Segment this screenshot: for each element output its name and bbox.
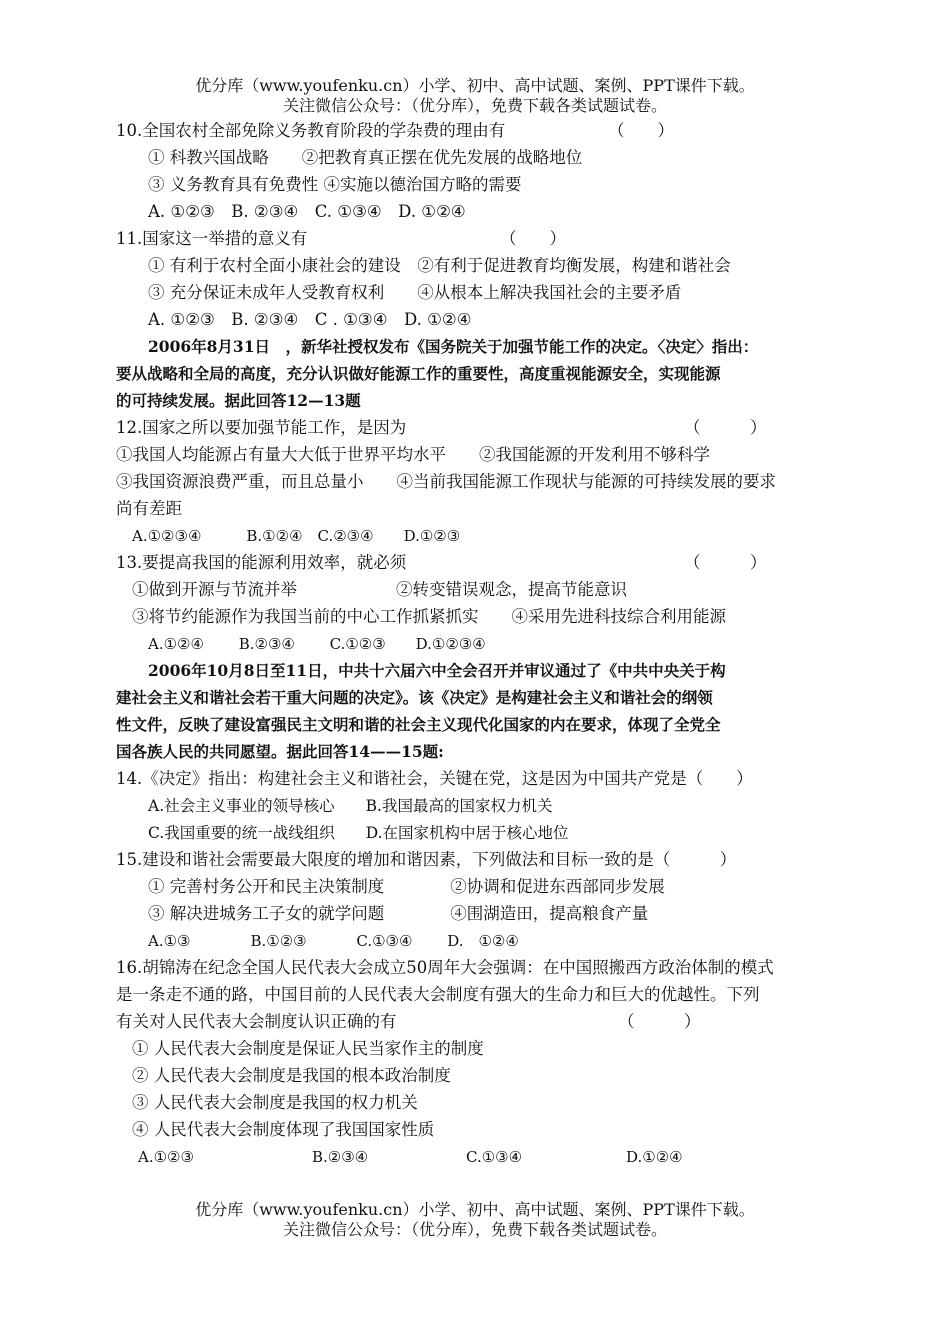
- q13-options-1: ①做到开源与节流并举 ②转变错误观念，提高节能意识: [132, 580, 627, 599]
- q16-option-4: ④ 人民代表大会制度体现了我国国家性质: [132, 1120, 435, 1139]
- q16-stem-line-1: 16.胡锦涛在纪念全国人民代表大会成立50周年大会强调：在中国照搬西方政治体制的模式: [116, 958, 774, 977]
- q11-stem: 11.国家这一举措的意义有: [116, 229, 308, 248]
- q16-choice-b: B.②③④: [312, 1148, 369, 1166]
- material1-line-2: 要从战略和全局的高度，充分认识做好能源工作的重要性，高度重视能源安全，实现能源: [116, 364, 721, 383]
- q12-options-1: ①我国人均能源占有量大大低于世界平均水平 ②我国能源的开发利用不够科学: [116, 445, 710, 464]
- q15-options-1: ① 完善村务公开和民主决策制度 ②协调和促进东西部同步发展: [148, 877, 665, 896]
- q16-option-3: ③ 人民代表大会制度是我国的权力机关: [132, 1093, 418, 1112]
- q16-option-1: ① 人民代表大会制度是保证人民当家作主的制度: [132, 1039, 484, 1058]
- q10-choices: A. ①②③ B. ②③④ C. ①③④ D. ①②④: [148, 202, 466, 221]
- footer-line-2: 关注微信公众号：（优分库），免费下载各类试题试卷。: [282, 1220, 667, 1239]
- footer-line-1: 优分库（www.youfenku.cn）小学、初中、高中试题、案例、PPT课件下载。: [195, 1200, 755, 1219]
- q11-options-1: ① 有利于农村全面小康社会的建设 ②有利于促进教育均衡发展，构建和谐社会: [148, 256, 731, 275]
- q12-options-2: ③我国资源浪费严重，而且总量小 ④当前我国能源工作现状与能源的可持续发展的要求: [116, 472, 776, 491]
- q13-answer-bracket: （ ）: [684, 553, 767, 572]
- q13-choices: A.①②④ B.②③④ C.①②③ D.①②③④: [148, 635, 486, 653]
- q11-options-2: ③ 充分保证未成年人受教育权利 ④从根本上解决我国社会的主要矛盾: [148, 283, 682, 302]
- q16-stem-line-3: 有关对人民代表大会制度认识正确的有: [116, 1012, 397, 1031]
- q14-options-1: A.社会主义事业的领导核心 B.我国最高的国家权力机关: [148, 797, 553, 815]
- q11-choices: A. ①②③ B. ②③④ C . ①③④ D. ①②④: [148, 310, 472, 329]
- q13-options-2: ③将节约能源作为我国当前的中心工作抓紧抓实 ④采用先进科技综合利用能源: [132, 607, 726, 626]
- q16-stem-line-2: 是一条走不通的路，中国目前的人民代表大会制度有强大的生命力和巨大的优越性。下列: [116, 985, 760, 1004]
- header-line-1: 优分库（www.youfenku.cn）小学、初中、高中试题、案例、PPT课件下载。: [195, 76, 755, 95]
- material1-line-3: 的可持续发展。据此回答12—13题: [116, 391, 361, 410]
- q12-answer-bracket: （ ）: [684, 418, 767, 437]
- material2-line-2: 建社会主义和谐社会若干重大问题的决定》。该《决定》是构建社会主义和谐社会的纲领: [116, 688, 713, 707]
- q14-stem: 14.《决定》指出：构建社会主义和谐社会，关键在党，这是因为中国共产党是（ ）: [116, 769, 753, 788]
- material2-line-3: 性文件，反映了建设富强民主文明和谐的社会主义现代化国家的内在要求，体现了全党全: [116, 715, 721, 734]
- q16-option-2: ② 人民代表大会制度是我国的根本政治制度: [132, 1066, 451, 1085]
- q12-choices: A.①②③④ B.①②④ C.②③④ D.①②③: [132, 527, 461, 545]
- q12-options-3: 尚有差距: [116, 499, 182, 518]
- q10-answer-bracket: （ ）: [608, 121, 674, 140]
- material2-line-4: 国各族人民的共同愿望。据此回答14——15题:: [116, 742, 444, 761]
- q14-options-2: C.我国重要的统一战线组织 D.在国家机构中居于核心地位: [148, 824, 569, 842]
- q10-stem: 10.全国农村全部免除义务教育阶段的学杂费的理由有: [116, 121, 506, 140]
- q16-choice-a: A.①②③: [138, 1148, 194, 1166]
- q10-options-2: ③ 义务教育具有免费性 ④实施以德治国方略的需要: [148, 175, 522, 194]
- q16-choice-c: C.①③④: [466, 1148, 523, 1166]
- q15-options-2: ③ 解决进城务工子女的就学问题 ④围湖造田，提高粮食产量: [148, 904, 649, 923]
- header-line-2: 关注微信公众号：（优分库），免费下载各类试题试卷。: [282, 96, 667, 115]
- q15-stem: 15.建设和谐社会需要最大限度的增加和谐因素，下列做法和目标一致的是（ ）: [116, 850, 737, 869]
- material2-line-1: 2006年10月8日至11日，中共十六届六中全会召开并审议通过了《中共中央关于构: [148, 661, 726, 680]
- q16-answer-bracket: （ ）: [618, 1012, 701, 1031]
- q16-choice-d: D.①②④: [626, 1148, 683, 1166]
- q11-answer-bracket: （ ）: [500, 229, 566, 248]
- q15-choices: A.①③ B.①②③ C.①③④ D. ①②④: [148, 932, 519, 950]
- q12-stem: 12.国家之所以要加强节能工作，是因为: [116, 418, 407, 437]
- material1-line-1: 2006年8月31日 ，新华社授权发布《国务院关于加强节能工作的决定。〈决定〉指出：: [148, 337, 759, 356]
- q13-stem: 13.要提高我国的能源利用效率，就必须: [116, 553, 407, 572]
- q10-options-1: ① 科教兴国战略 ②把教育真正摆在优先发展的战略地位: [148, 148, 583, 167]
